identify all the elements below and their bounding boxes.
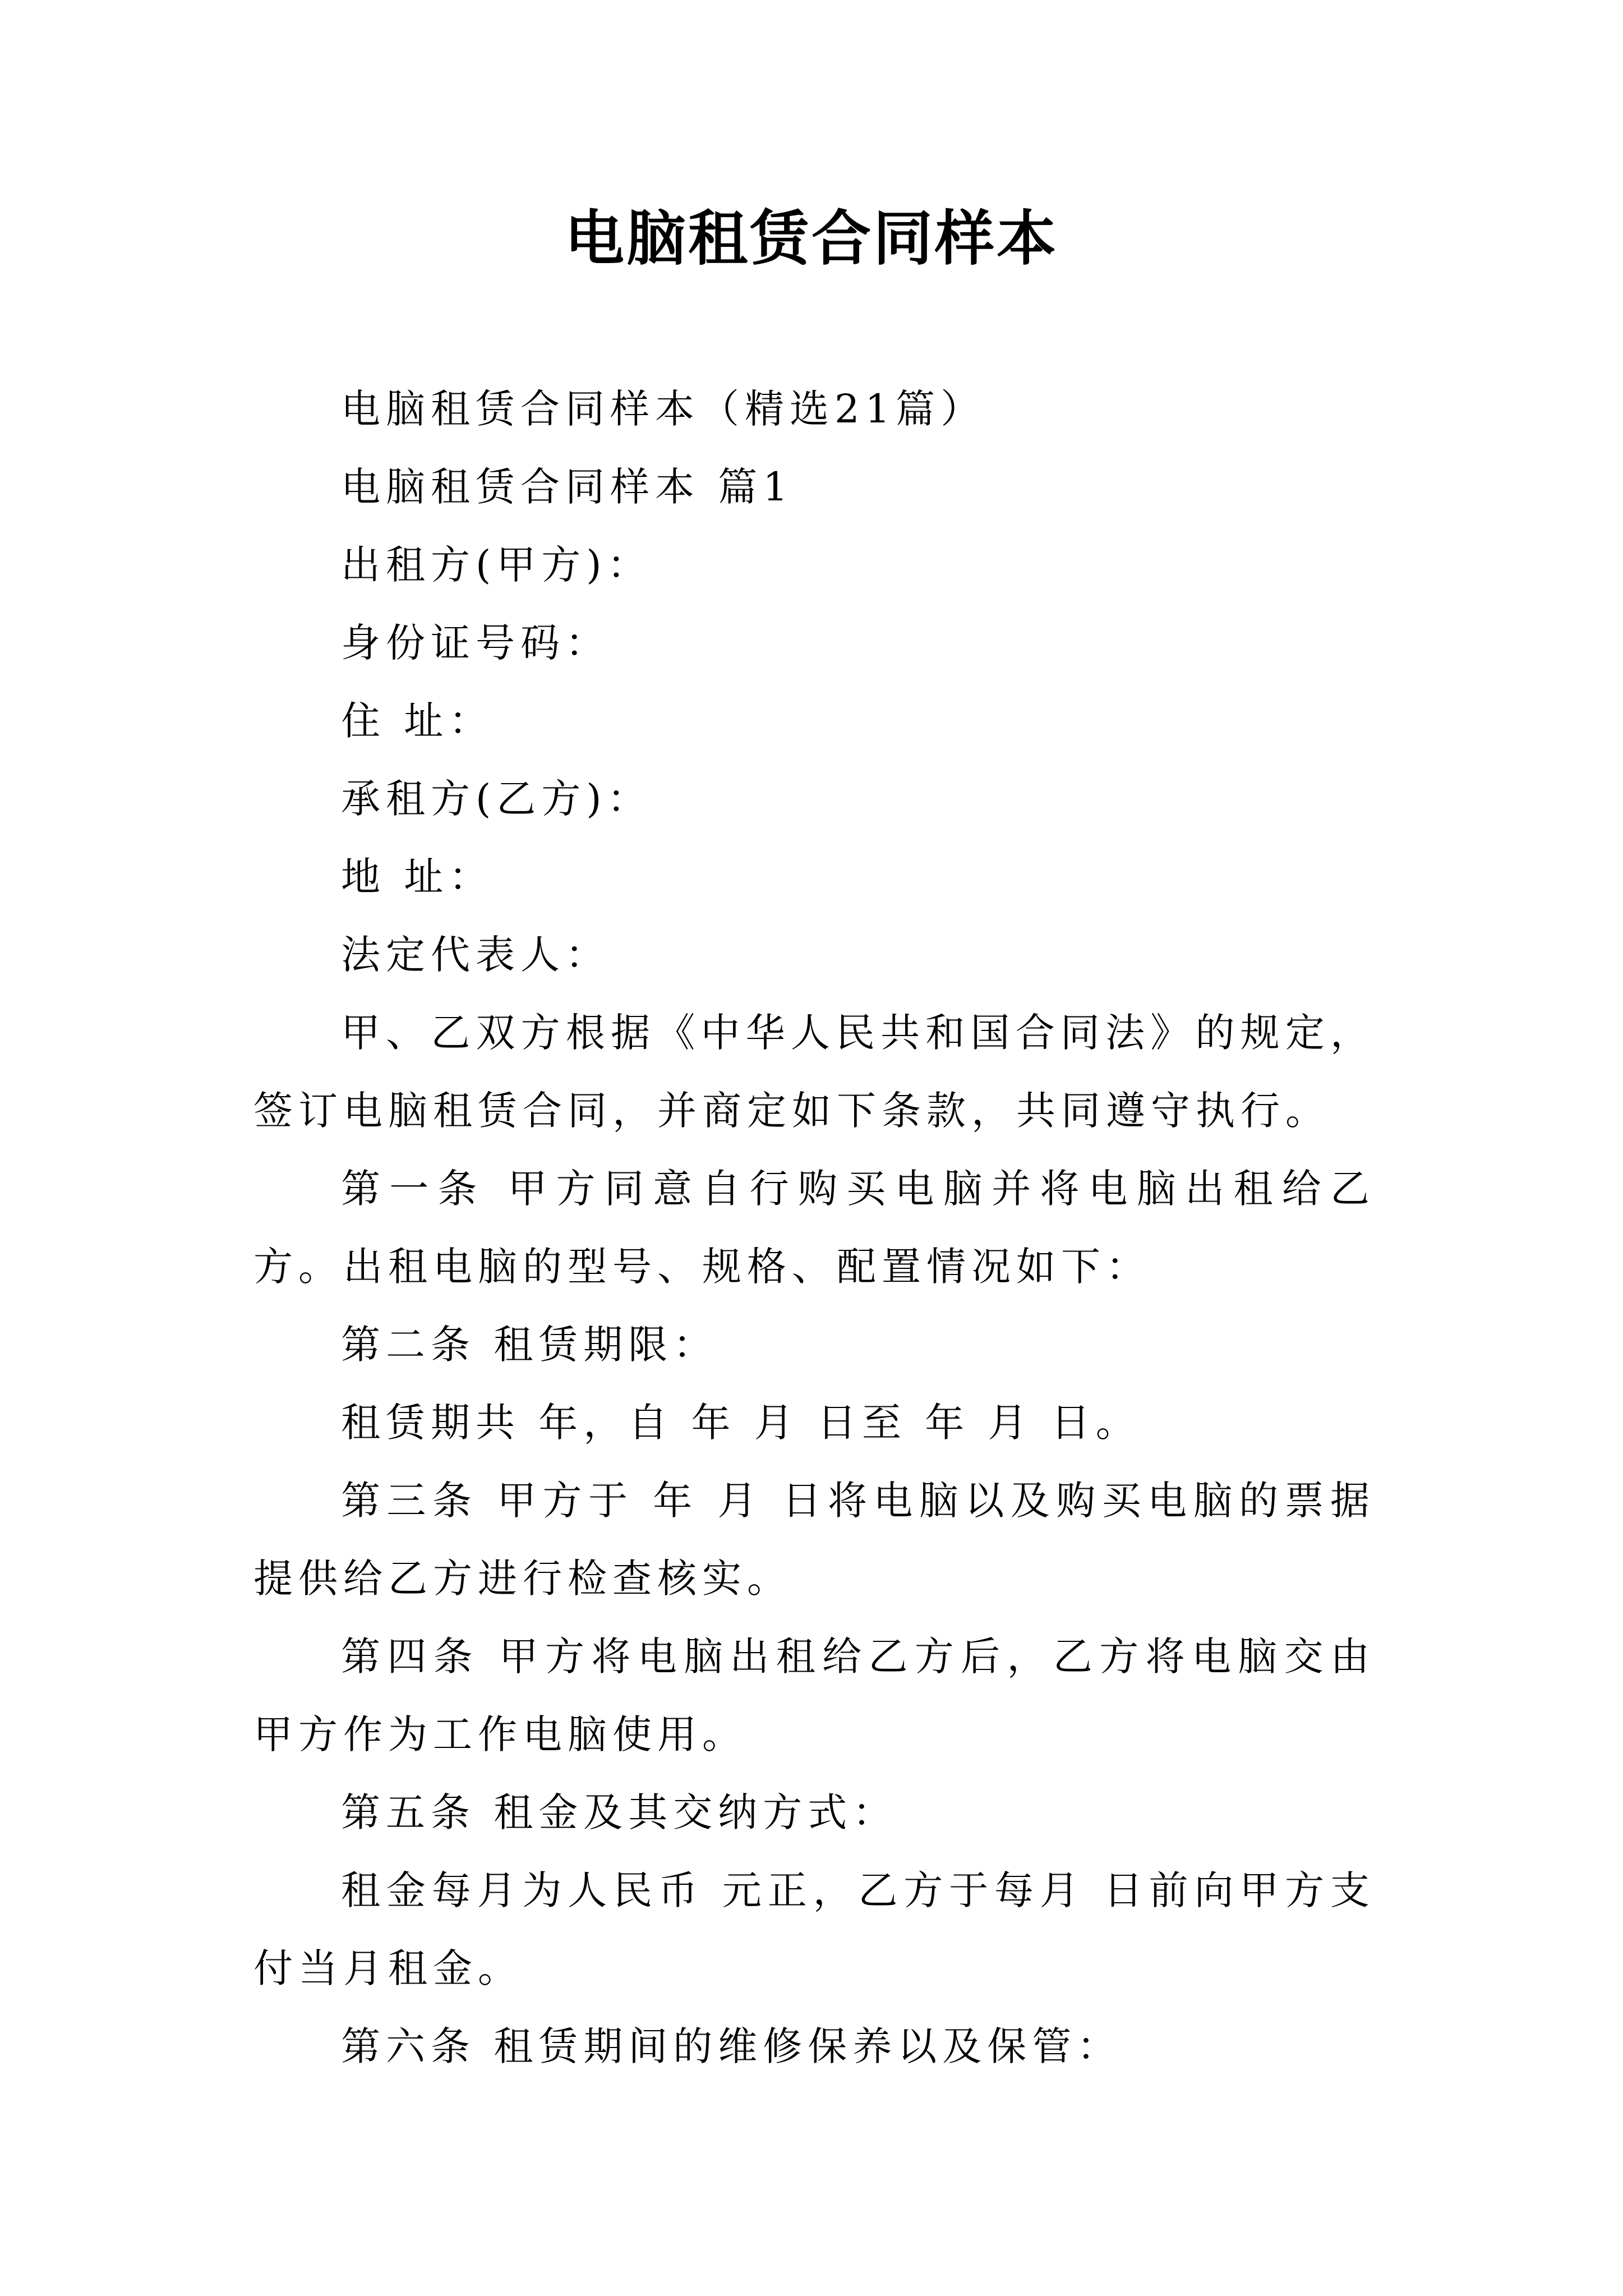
paragraph-lessor: 出租方(甲方)：: [341, 542, 652, 588]
paragraph-section-heading: 电脑租赁合同样本 篇1: [341, 464, 794, 510]
paragraph-residence: 住 址：: [341, 698, 494, 744]
paragraph-subtitle: 电脑租赁合同样本（精选21篇）: [341, 386, 986, 432]
paragraph-article-2: 第二条 租赁期限：: [341, 1322, 718, 1368]
paragraph-article-6: 第六条 租赁期间的维修保养以及保管：: [341, 2023, 1122, 2069]
document-title: 电脑租赁合同样本: [565, 203, 1058, 273]
paragraph-id-number: 身份证号码：: [341, 620, 610, 666]
paragraph-address: 地 址：: [341, 854, 494, 900]
paragraph-preamble: 甲、乙双方根据《中华人民共和国合同法》的规定，签订电脑租赁合同，并商定如下条款，共同遵守执行。: [253, 1010, 1375, 1134]
paragraph-rent: 租金每月为人民币 元正，乙方于每月 日前向甲方支付当月租金。: [253, 1867, 1375, 1991]
paragraph-article-4: 第四条 甲方将电脑出租给乙方后，乙方将电脑交由甲方作为工作电脑使用。: [253, 1634, 1375, 1757]
paragraph-article-1: 第一条 甲方同意自行购买电脑并将电脑出租给乙方。出租电脑的型号、规格、配置情况如下：: [253, 1166, 1375, 1290]
document-body: [253, 370, 1375, 2086]
paragraph-lease-term: 租赁期共 年，自 年 月 日至 年 月 日。: [341, 1400, 1141, 1446]
paragraph-article-5: 第五条 租金及其交纳方式：: [341, 1789, 898, 1835]
paragraph-legal-representative: 法定代表人：: [341, 932, 610, 978]
paragraph-lessee: 承租方(乙方)：: [341, 776, 652, 822]
paragraph-article-3: 第三条 甲方于 年 月 日将电脑以及购买电脑的票据提供给乙方进行检查核实。: [253, 1478, 1375, 1602]
